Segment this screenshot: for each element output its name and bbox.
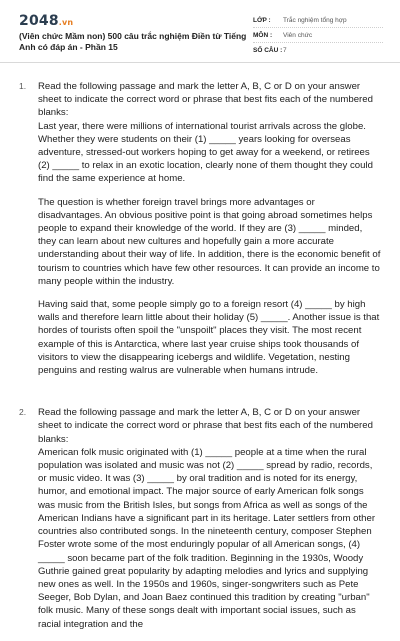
meta-divider xyxy=(253,42,383,43)
document-content xyxy=(19,80,381,641)
meta-class: LỚP : Trắc nghiệm tổng hợp xyxy=(253,17,347,24)
passage-paragraph: The question is whether foreign travel brings more advantages or disadvantages. An obvious positive point is that going abroad sometimes helps people to expand their knowledge of the world. If they are (3) _____ minded, they can learn about new cultures and hopefully gain a more accurate understanding about their way of life. In addition, there is the economic benefit of tourism to countries which have few other resources. It can provide an income to many people within the industry. xyxy=(38,196,381,287)
meta-question-count: SỐ CÂU :7 xyxy=(253,47,287,54)
question-2 xyxy=(19,406,381,640)
meta-subject: MÔN : Viên chức xyxy=(253,32,313,39)
passage-paragraph: Having said that, some people simply go to a foreign resort (4) _____ by high walls and therefore learn little about their holiday (5) _____. Another issue is that hordes of tourists often spoil the "unspoilt" places they visit. The most recent example of this is Antarctica, where last year cruise ships took thousands of visitors to view the disappearing icebergs and wildlife. Vegetation, nesting penguins and resting walrus are vulnerable when humans intrude. xyxy=(38,299,380,377)
question-number: 2. xyxy=(19,407,27,418)
question-instruction: Read the following passage and mark the letter A, B, C or D on your answer sheet to indicate the correct word or phrase that best fits each of the numbered blanks: xyxy=(38,81,373,119)
question-1 xyxy=(19,80,381,387)
site-logo[interactable]: 2048.vn xyxy=(19,13,74,29)
passage-paragraph: Last year, there were millions of international tourist arrivals across the globe. Whether they were students on their (1) _____ years looking for overseas adventure, stressed-out workers hoping to get away for a weekend, or retirees (2) _____ to relax in an exotic location, clearly none of them thought they could find the same experience at home. xyxy=(38,120,373,185)
question-number: 1. xyxy=(19,81,27,91)
document-title: (Viên chức Mầm non) 500 câu trắc nghiệm Điền từ Tiếng Anh có đáp án - Phần 15 xyxy=(19,31,247,52)
meta-divider xyxy=(253,27,383,28)
question-instruction: Read the following passage and mark the letter A, B, C or D on your answer sheet to indicate the correct word or phrase that best fits each of the numbered blanks: xyxy=(38,407,373,445)
passage-paragraph: American folk music originated with (1) _____ people at a time when the rural population was isolated and music was not (2) _____ spread by radio, records, or music video. It was (3) _____ by oral tradition and is noted for its energy, humor, and emotional impact. The major source of early American folk songs was music from the British Isles, but songs from Africa as well as songs of the American Indians have a significant part in its heritage. Later settlers from other countries also contributed songs. In the nineteenth century, composer Stephen Foster wrote some of the most enduringly popular of all American songs, (4) _____ soon became part of the folk tradition. Beginning in the 1930s, Woody Guthrie gained great popularity by adapting melodies and lyrics and supplying new ones as well. In the 1950s and 1960s, singer-songwriters such as Pete Seeger, Bob Dylan, and Joan Baez continued this tradition by creating "urban" folk music. Many of these songs dealt with important social issues, such as racial integration and the xyxy=(38,446,376,630)
page-header xyxy=(0,0,400,63)
